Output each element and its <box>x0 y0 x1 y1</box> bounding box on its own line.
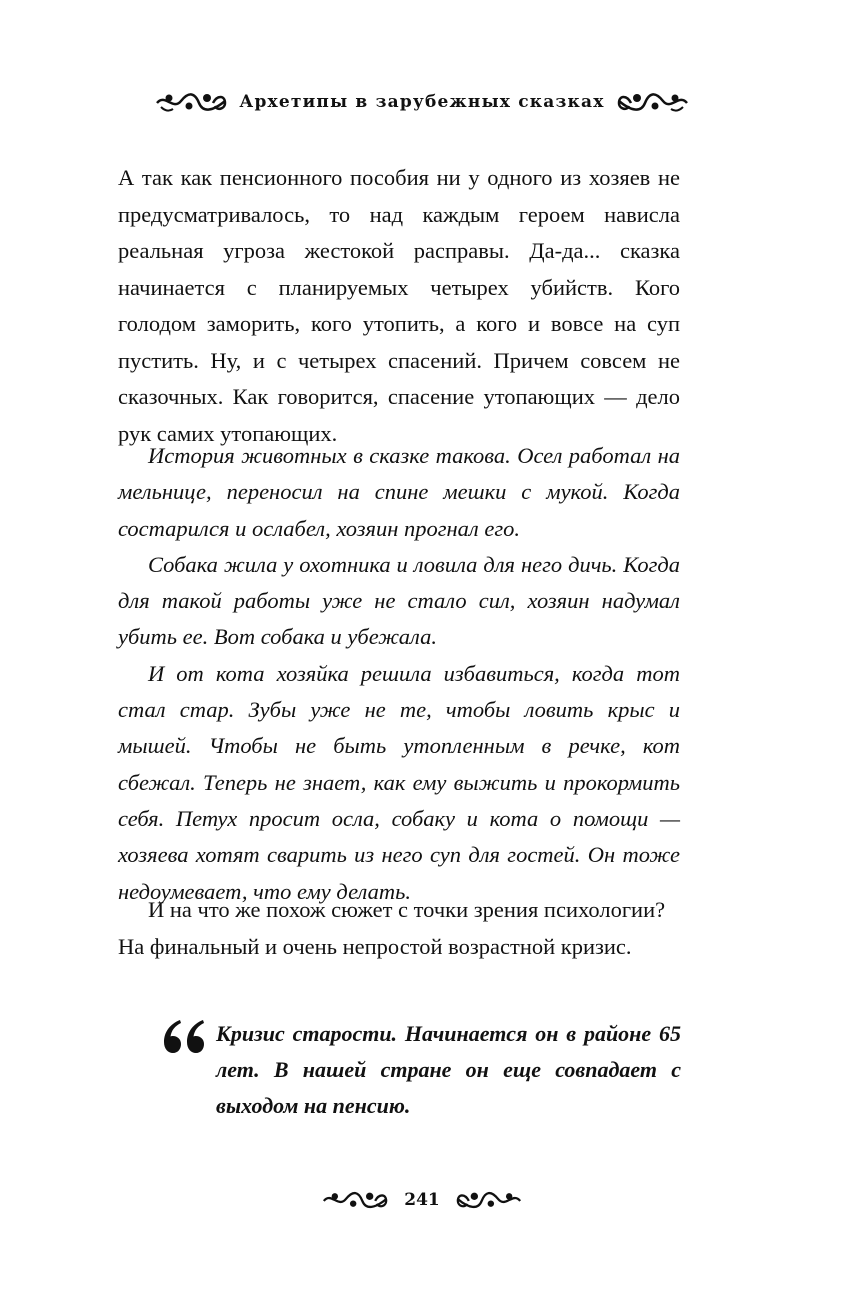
running-head <box>0 82 844 122</box>
running-head-title: Архетипы в зарубежных сказках <box>239 92 605 112</box>
intro-paragraph: А так как пенсионного пособия ни у одного из хозяев не предусматривалось, то над каждым героем нависла реальная угроза жестокой расправы. Да-да... сказка начинается с планируемых четырех убийств. Кого голодом заморить, кого утопить, а кого и вовсе на суп пустить. Ну, и с четырех спасений. Причем совсем не сказочных. Как говорится, спасение утопающих — дело рук самих утопающих. <box>118 165 680 446</box>
story-block <box>118 438 680 910</box>
callout-text: Кризис старости. Начинается он в районе 65 лет. В нашей стране он еще совпадает с выходом на пенсию. <box>216 1021 681 1118</box>
floral-ornament-left-icon <box>322 1188 388 1212</box>
conclusion-block <box>118 892 680 965</box>
story-paragraph-donkey: История животных в сказке такова. Осел работал на мельнице, переносил на спине мешки с мукой. Когда состарился и ослабел, хозяин прогнал его. <box>118 443 680 541</box>
conclusion-paragraph: И на что же похож сюжет с точки зрения психологии? На финальный и очень непростой возрастной кризис. <box>118 897 666 959</box>
page-number: 241 <box>404 1190 440 1210</box>
floral-ornament-left-icon <box>155 89 227 115</box>
quote-mark-icon <box>162 1016 206 1056</box>
story-paragraph-cat-rooster: И от кота хозяйка решила избавиться, когда тот стал стар. Зубы уже не те, чтобы ловить крыс и мышей. Чтобы не быть утопленным в речке, кот сбежал. Теперь не знает, как ему выжить и прокормить себя. Петух просит осла, собаку и кота о помощи — хозяева хотят сварить из него суп для гостей. Он тоже недоумевает, что ему делать. <box>118 660 680 904</box>
floral-ornament-right-icon <box>456 1188 522 1212</box>
floral-ornament-right-icon <box>617 89 689 115</box>
page-footer <box>0 1180 844 1220</box>
intro-paragraph-block <box>118 160 680 452</box>
callout-quote <box>162 1016 682 1124</box>
story-paragraph-dog: Собака жила у охотника и ловила для него дичь. Когда для такой работы уже не стало сил, хозяин надумал убить ее. Вот собака и убежала. <box>118 551 680 650</box>
